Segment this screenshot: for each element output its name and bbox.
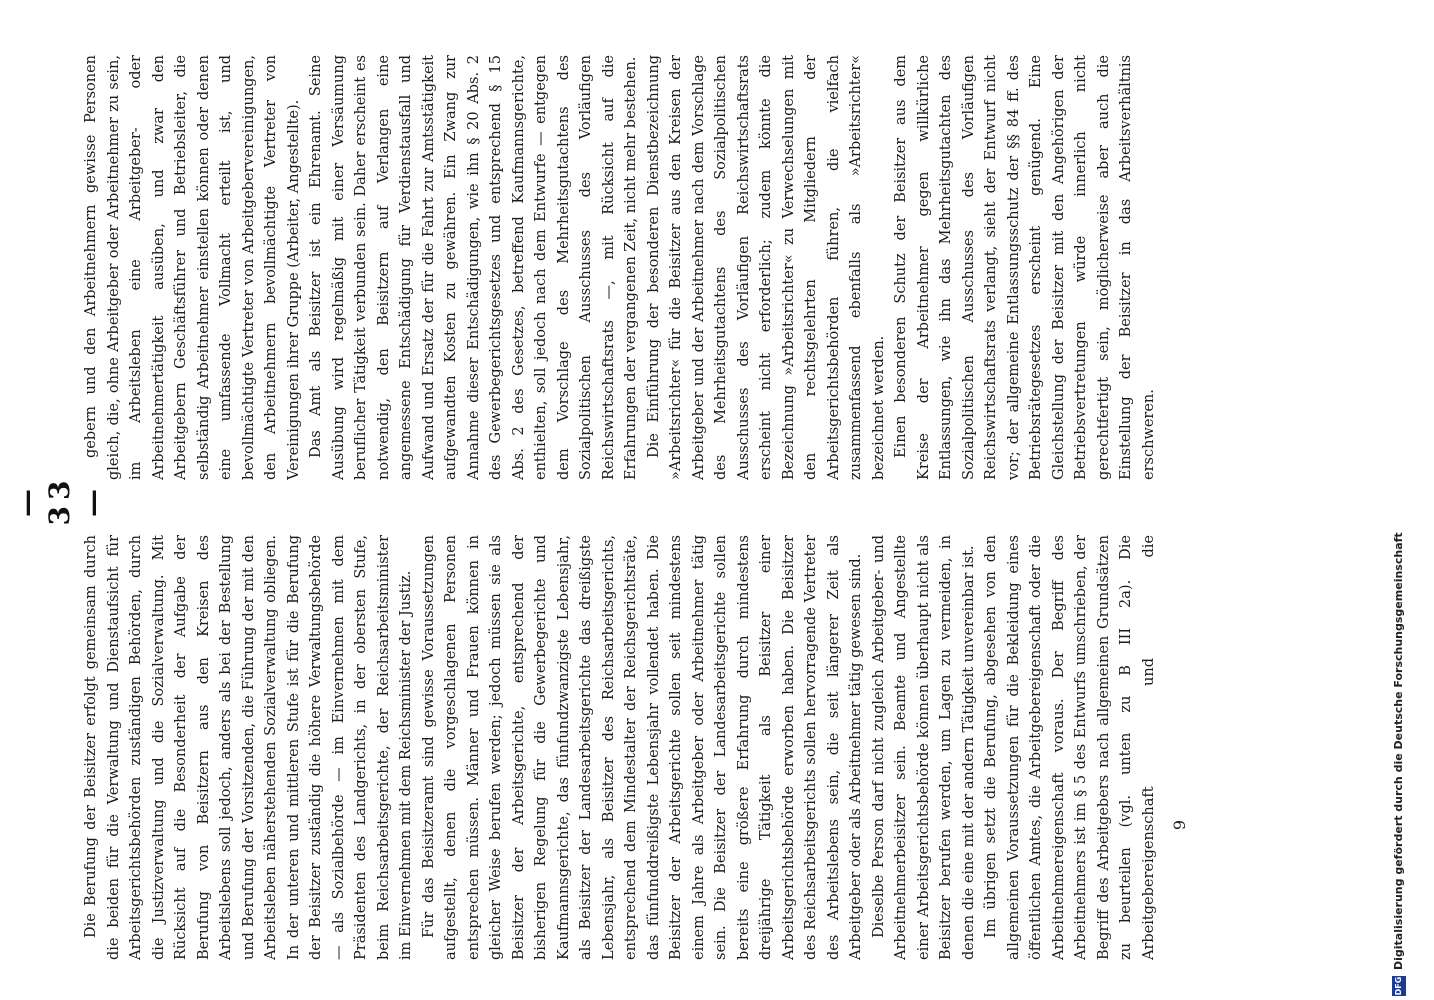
funding-sidebar: [1390, 0, 1410, 1000]
dfg-logo-icon: DFG: [1392, 976, 1406, 996]
funding-note: Digitalisierung gefördert durch die Deutsche Forschungsgemeinschaft: [1392, 532, 1405, 970]
paragraph: gebern und den Arbeitnehmern gewisse Personen gleich, die, ohne Arbeitgeber oder Arbeitnehmer zu sein, im Arbeitsleben eine Arbeitgeber- oder Arbeitnehmertätigkeit ausüben, und zwar den Arbeitgebern Geschäftsführer und Betriebsleiter, die selbständig Arbeitnehmer einstellen können oder denen eine umfassende Vollmacht erteilt ist, und bevollmächtigte Vertreter von Arbeitgebervereinigungen, den Arbeitnehmern bevollmächtigte Vertreter von Vereinigungen ihrer Gruppe (Arbeiter, Angestellte).: [83, 55, 302, 480]
paragraph: Dieselbe Person darf nicht zugleich Arbeitgeber- und Arbeitnehmerbeisitzer sein. Beamte und Angestellte einer Arbeitsgerichtsbehörde können überhaupt nicht als Beisitzer berufen werden, um Lagen zu vermeiden, in denen die eine mit der andern Tätigkeit unvereinbar ist.: [870, 535, 977, 960]
page-number: — 33 —: [10, 474, 109, 526]
signature-mark: 9: [1170, 819, 1189, 831]
paragraph: Das Amt als Beisitzer ist ein Ehrenamt. Seine Ausübung wird regelmäßig mit einer Versäumung beruflicher Tätigkeit verbunden sein. Daher erscheint es notwendig, den Beisitzern auf Verlangen eine angemessene Entschädigung für Verdienstausfall und Aufwand und Ersatz der für die Fahrt zur Amtsstätigkeit aufgewandten Kosten zu gewähren. Ein Zwang zur Annahme dieser Entschädigungen, wie ihn § 20 Abs. 2 des Gewerbegerichtsgesetzes und entsprechend § 15 Abs. 2 des Gesetzes, betreffend Kaufmannsgerichte, enthielten, soll jedoch nach dem Entwurfe — entgegen dem Vorschlage des Mehrheitsgutachtens des Sozialpolitischen Ausschusses des Vorläufigen Reichswirtschaftsrats —, mit Rücksicht auf die Erfahrungen der vergangenen Zeit, nicht mehr bestehen.: [308, 55, 639, 480]
paragraph: Für das Beisitzeramt sind gewisse Voraussetzungen aufgestellt, denen die vorgeschlagenen Personen entsprechen müssen. Männer und Frauen können in gleicher Weise berufen werden; jedoch müssen sie als Beisitzer der Arbeitsgerichte, entsprechend der bisherigen Regelung für die Gewerbegerichte und Kaufmannsgerichte, das fünfundzwanzigste Lebensjahr, als Beisitzer der Landesarbeitsgerichte das dreißigste Lebensjahr, als Beisitzer des Reichsarbeitsgerichts, entsprechend dem Mindestalter der Reichsgerichtsräte, das fünfunddreißigste Lebensjahr vollendet haben. Die Beisitzer der Arbeitsgerichte sollen seit mindestens einem Jahre als Arbeitgeber oder Arbeitnehmer tätig sein. Die Beisitzer der Landesarbeitsgerichte sollen bereits eine größere Erfahrung durch mindestens dreijährige Tätigkeit als Beisitzer einer Arbeitsgerichtsbehörde erworben haben. Die Beisitzer des Reichsarbeitsgerichts sollen hervorragende Vertreter des Arbeitslebens sein, die seit längerer Zeit als Arbeitgeber oder als Arbeitnehmer tätig gewesen sind.: [420, 535, 864, 960]
paragraph: Die Berufung der Beisitzer erfolgt gemeinsam durch die beiden für die Verwaltung und Dienstaufsicht für Arbeitsgerichtsbehörden zuständigen Behörden, durch die Justizverwaltung und die Sozialverwaltung. Mit Rücksicht auf die Besonderheit der Aufgabe der Berufung von Beisitzern aus den Kreisen des Arbeitslebens soll jedoch, anders als bei der Bestellung und Berufung der Vorsitzenden, die Führung der mit den Arbeitsleben näherstehenden Sozialverwaltung obliegen. In der unteren und mittleren Stufe ist für die Berufung der Beisitzer zuständig die höhere Verwaltungsbehörde — als Sozialbehörde — im Einvernehmen mit dem Präsidenten des Landgerichts, in der obersten Stufe, beim Reichsarbeitsgerichte, der Reichsarbeitsminister im Einvernehmen mit dem Reichsminister der Justiz.: [83, 535, 414, 960]
paragraph: Im übrigen setzt die Berufung, abgesehen von den allgemeinen Voraussetzungen für die Bekleidung eines öffentlichen Amtes, die Arbeitgebereigenschaft oder die Arbeitnehmereigenschaft voraus. Der Begriff des Arbeitnehmers ist im § 5 des Entwurfs umschrieben, der Begriff des Arbeitgebers nach allgemeinen Grundsätzen zu beurteilen (vgl. unten zu B III 2a). Die Arbeitgebereigenschaft und die: [983, 535, 1157, 960]
paragraph: Die Einführung der besonderen Dienstbezeichnung »Arbeitsrichter« für die Beisitzer aus den Kreisen der Arbeitgeber und der Arbeitnehmer nach dem Vorschlage des Mehrheitsgutachtens des Sozialpolitischen Ausschusses des Vorläufigen Reichswirtschaftsrats erscheint nicht erforderlich; zudem könnte die Bezeichnung »Arbeitsrichter« zu Verwechselungen mit den rechtsgelehrten Mitgliedern der Arbeitsgerichtsbehörden führen, die vielfach zusammenfassend ebenfalls als »Arbeitsrichter« bezeichnet werden.: [645, 55, 887, 480]
right-column: [80, 55, 1160, 480]
paragraph: Einen besonderen Schutz der Beisitzer aus dem Kreise der Arbeitnehmer gegen willkürliche Entlassungen, wie ihn das Mehrheitsgutachten des Sozialpolitischen Ausschusses des Vorläufigen Reichswirtschaftsrats verlangt, sieht der Entwurf nicht vor; der allgemeine Entlassungsschutz der §§ 84 ff. des Betriebsrätegesetzes erscheint genügend. Eine Gleichstellung der Beisitzer mit den Angehörigen der Betriebsvertretungen würde innerlich nicht gerechtfertigt sein, möglicherweise aber auch die Einstellung der Beisitzer in das Arbeitsverhältnis erschweren.: [893, 55, 1157, 480]
left-column: [80, 535, 1160, 960]
page-header: [0, 0, 109, 1000]
